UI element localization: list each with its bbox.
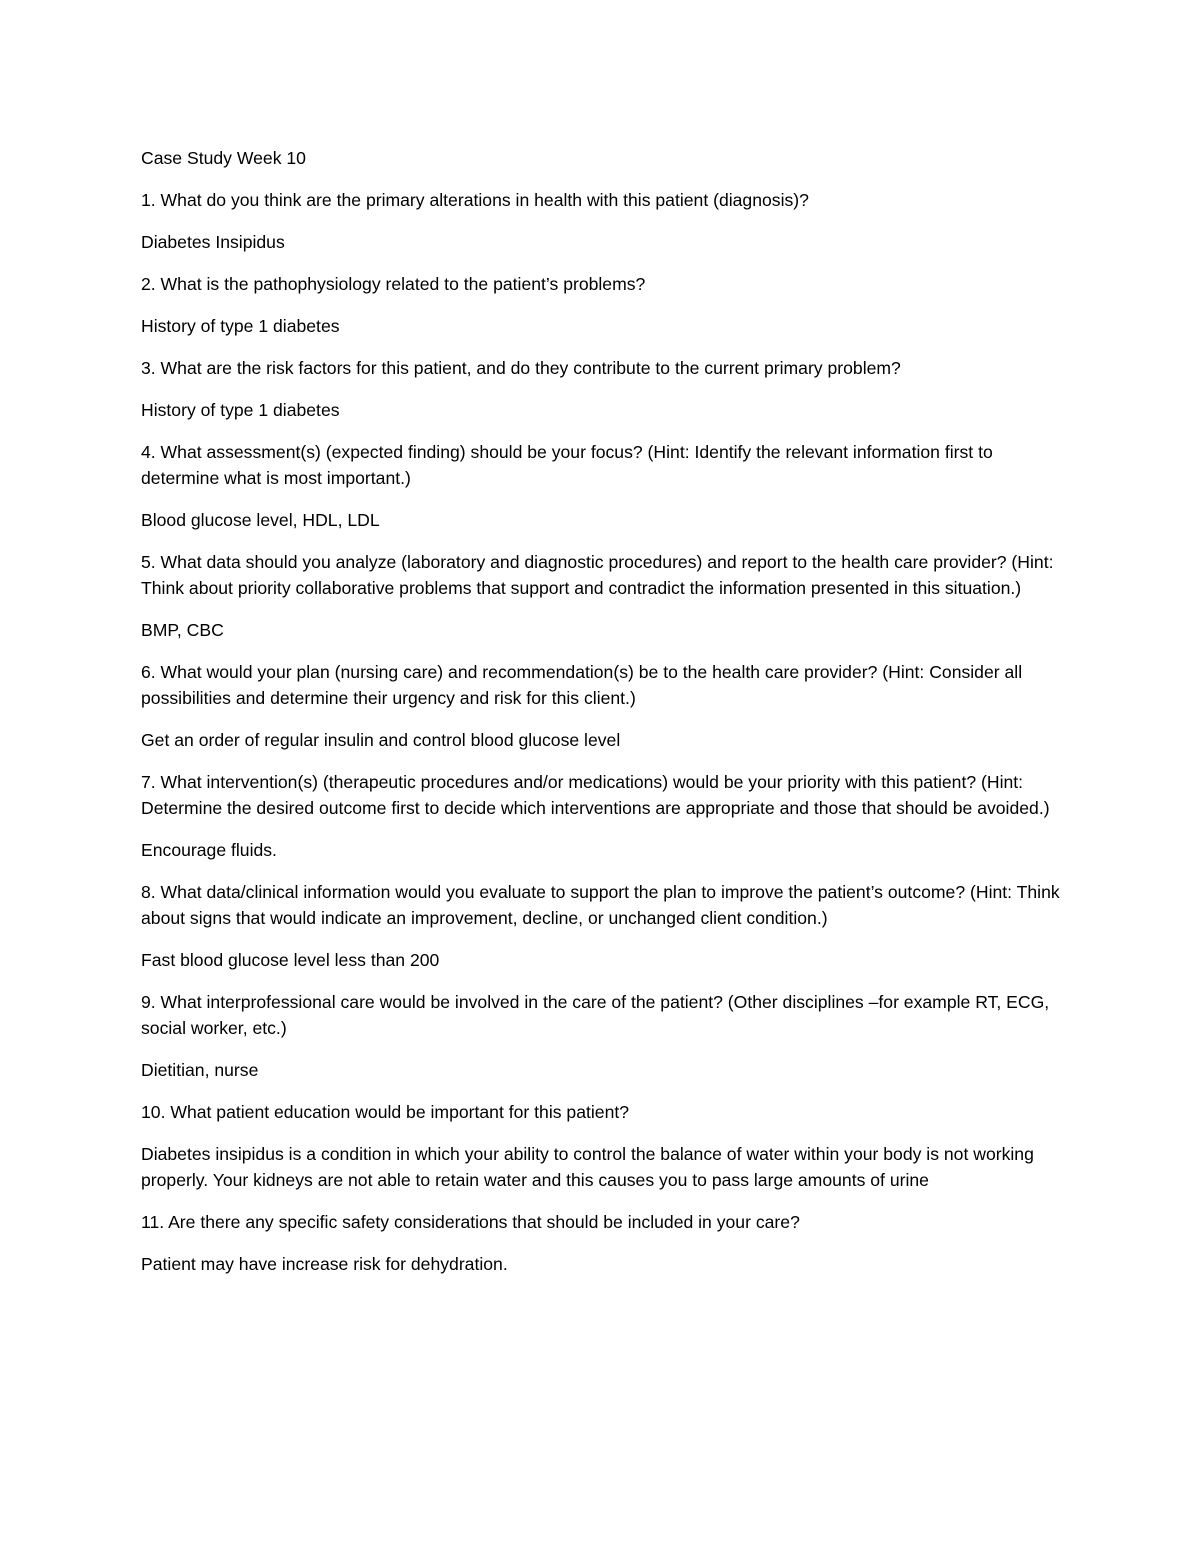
answer-11: Patient may have increase risk for dehydration. bbox=[141, 1254, 508, 1274]
answer-6: Get an order of regular insulin and control blood glucose level bbox=[141, 730, 621, 750]
question-2: 2. What is the pathophysiology related to the patient’s problems? bbox=[141, 274, 646, 294]
answer-5: BMP, CBC bbox=[141, 620, 224, 640]
answer-3: History of type 1 diabetes bbox=[141, 400, 340, 420]
answer-9: Dietitian, nurse bbox=[141, 1060, 259, 1080]
question-1: 1. What do you think are the primary alterations in health with this patient (diagnosis)? bbox=[141, 190, 809, 210]
question-3: 3. What are the risk factors for this patient, and do they contribute to the current primary problem? bbox=[141, 358, 901, 378]
question-10: 10. What patient education would be important for this patient? bbox=[141, 1102, 630, 1122]
question-4: 4. What assessment(s) (expected finding) should be your focus? (Hint: Identify the relevant information first to determine what is most important.) bbox=[141, 442, 993, 488]
answer-2: History of type 1 diabetes bbox=[141, 316, 340, 336]
answer-7: Encourage fluids. bbox=[141, 840, 277, 860]
question-9: 9. What interprofessional care would be involved in the care of the patient? (Other disciplines –for example RT, ECG, social worker, etc.) bbox=[141, 992, 1050, 1038]
question-8: 8. What data/clinical information would you evaluate to support the plan to improve the patient’s outcome? (Hint: Think about signs that would indicate an improvement, decline, or unchanged client condition.) bbox=[141, 882, 1060, 928]
document-title: Case Study Week 10 bbox=[141, 148, 306, 168]
question-11: 11. Are there any specific safety considerations that should be included in your care? bbox=[141, 1212, 800, 1232]
question-6: 6. What would your plan (nursing care) and recommendation(s) be to the health care provider? (Hint: Consider all possibilities and determine their urgency and risk for this client.) bbox=[141, 662, 1023, 708]
answer-8: Fast blood glucose level less than 200 bbox=[141, 950, 440, 970]
question-7: 7. What intervention(s) (therapeutic procedures and/or medications) would be your priority with this patient? (Hint: Determine the desired outcome first to decide which interventions are appropriate and those that should be avoided.) bbox=[141, 772, 1050, 818]
answer-1: Diabetes Insipidus bbox=[141, 232, 285, 252]
answer-10: Diabetes insipidus is a condition in which your ability to control the balance of water within your body is not working properly. Your kidneys are not able to retain water and this causes you to pass large amounts of urine bbox=[141, 1144, 1034, 1190]
answer-4: Blood glucose level, HDL, LDL bbox=[141, 510, 380, 530]
document-body bbox=[141, 145, 1061, 1293]
question-5: 5. What data should you analyze (laboratory and diagnostic procedures) and report to the health care provider? (Hint: Think about priority collaborative problems that support and contradict the information presented in this situation.) bbox=[141, 552, 1054, 598]
